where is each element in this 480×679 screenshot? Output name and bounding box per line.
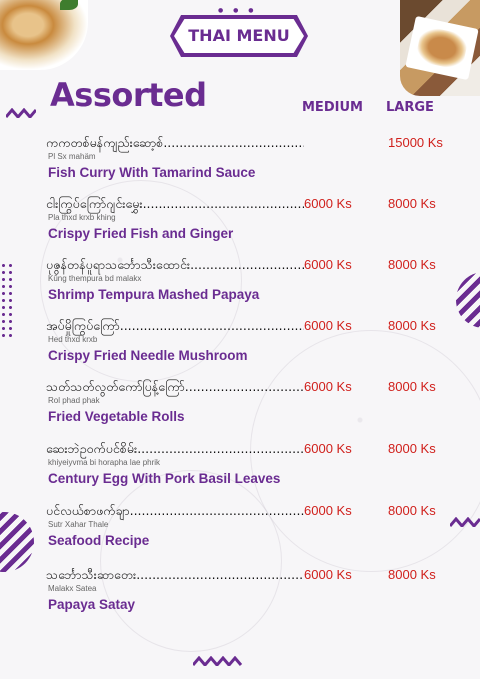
item-transliteration: khiyeiyvma bi horapha lae phrik xyxy=(48,458,161,467)
item-name-english: Century Egg With Pork Basil Leaves xyxy=(48,471,281,486)
item-name-english: Seafood Recipe xyxy=(48,533,150,548)
item-name-burmese: ပုဇွန်တန်ပူရာသင်္ဘောသီးထောင်း ..... xyxy=(46,257,304,276)
item-name-english: Papaya Satay xyxy=(48,597,136,612)
zigzag-decoration xyxy=(193,656,243,666)
item-name-english: Crispy Fried Needle Mushroom xyxy=(48,348,248,363)
price-medium: 6000 Ks xyxy=(304,257,352,272)
item-transliteration: Rol phad phak xyxy=(48,396,100,405)
item-transliteration: Pl Sx mahäm xyxy=(48,152,96,161)
menu-item xyxy=(44,379,454,439)
price-medium: 6000 Ks xyxy=(304,441,352,456)
zigzag-decoration xyxy=(6,108,36,118)
price-large: 8000 Ks xyxy=(388,318,436,333)
column-header-large: LARGE xyxy=(386,100,434,115)
menu-title: THAI MENU xyxy=(188,26,290,45)
item-name-english: Shrimp Tempura Mashed Papaya xyxy=(48,287,260,302)
striped-circle-decoration xyxy=(0,512,34,572)
price-medium: 6000 Ks xyxy=(304,379,352,394)
price-large: 8000 Ks xyxy=(388,503,436,518)
price-medium: 6000 Ks xyxy=(304,567,352,582)
menu-item xyxy=(44,196,454,256)
item-name-burmese: အပ်မှိုကြွပ်ကြော် ..... xyxy=(46,318,304,337)
price-large: 8000 Ks xyxy=(388,567,436,582)
price-medium: 6000 Ks xyxy=(304,196,352,211)
menu-item xyxy=(44,567,454,627)
item-transliteration: Pla thxd krxb khing xyxy=(48,213,116,222)
item-name-burmese: ငါးကြွပ်ကြော်ဂျင်းမွှေး ..... xyxy=(46,196,304,215)
price-large: 15000 Ks xyxy=(388,135,443,150)
price-large: 8000 Ks xyxy=(388,379,436,394)
menu-item xyxy=(44,503,454,563)
item-name-english: Fish Curry With Tamarind Sauce xyxy=(48,165,256,180)
dot-grid-decoration xyxy=(0,262,14,340)
zigzag-decoration xyxy=(450,517,480,527)
item-transliteration: Malakx Satea xyxy=(48,584,97,593)
price-large: 8000 Ks xyxy=(388,257,436,272)
menu-item xyxy=(44,257,454,317)
menu-item xyxy=(44,135,454,195)
price-large: 8000 Ks xyxy=(388,196,436,211)
section-title: Assorted xyxy=(50,76,207,114)
price-medium: 6000 Ks xyxy=(304,503,352,518)
item-name-english: Crispy Fried Fish and Ginger xyxy=(48,226,234,241)
item-name-burmese: ဆေးဘဲဥဝက်ပင်စိမ်း ..... xyxy=(46,441,304,460)
item-name-burmese: ပင်လယ်စာဖက်ချာ ..... xyxy=(46,503,304,522)
menu-item xyxy=(44,318,454,378)
spring-rolls-photo xyxy=(0,0,88,70)
item-transliteration: Sutr Xahar Thale xyxy=(48,520,109,529)
decorative-dots: ● ● ● xyxy=(218,7,258,14)
item-name-burmese: သင်္ဘောသီးဆာတေး ..... xyxy=(46,567,304,586)
noodle-dish-photo xyxy=(400,0,480,96)
item-name-burmese: ကကတစ်မန်ကျည်းဆော့စ် ..... xyxy=(46,135,304,154)
item-name-english: Fried Vegetable Rolls xyxy=(48,409,185,424)
menu-item xyxy=(44,441,454,501)
item-transliteration: Kûng thempura bd malakx xyxy=(48,274,142,283)
item-name-burmese: သတ်သတ်လွတ်ကော်ပြန့်ကြော် ..... xyxy=(46,379,304,398)
price-medium: 6000 Ks xyxy=(304,318,352,333)
striped-circle-decoration xyxy=(456,272,480,328)
price-large: 8000 Ks xyxy=(388,441,436,456)
item-transliteration: Hed thxd krxb xyxy=(48,335,98,344)
column-header-medium: MEDIUM xyxy=(302,100,363,115)
